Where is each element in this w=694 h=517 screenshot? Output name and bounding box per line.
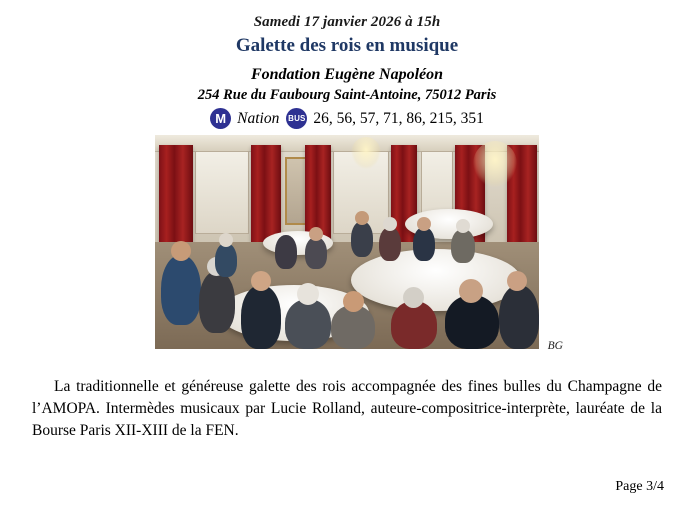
photo-guest-head [251, 271, 271, 291]
transport-info [24, 108, 670, 129]
photo-guest [161, 255, 201, 325]
photo-guest-head [403, 287, 424, 308]
metro-icon: M [210, 108, 231, 129]
photo-guest [351, 221, 373, 257]
photo-guest-head [171, 241, 191, 261]
photo-guest [499, 285, 539, 349]
venue-address: 254 Rue du Faubourg Saint-Antoine, 75012 Paris [197, 87, 497, 103]
photo-window [195, 151, 249, 234]
photo-guest-head [279, 225, 293, 239]
venue-name: Fondation Eugène Napoléon [250, 66, 444, 83]
photo-guest [241, 285, 281, 349]
photo-guest-head [383, 217, 397, 231]
photo-guest [215, 243, 237, 277]
photo-guest [451, 229, 475, 263]
photo-guest [445, 295, 499, 349]
photo-curtain [159, 145, 193, 243]
page-title: Galette des rois en musique [235, 35, 459, 56]
photo-guest [285, 299, 331, 349]
metro-station-label: Nation [237, 109, 280, 127]
photo-guest-head [507, 271, 527, 291]
photo-guest-head [219, 233, 233, 247]
photo-chandelier [473, 141, 517, 187]
photo-guest-head [459, 279, 483, 303]
photo-guest-head [309, 227, 323, 241]
photo-mirror [285, 157, 307, 225]
bus-lines-label: 26, 56, 57, 71, 86, 215, 351 [313, 109, 484, 127]
photo-credit: BG [547, 340, 563, 352]
photo-guest [275, 235, 297, 269]
photo-guest-head [417, 217, 431, 231]
photo-scene [155, 135, 539, 349]
photo-container [155, 135, 563, 352]
event-header [24, 14, 670, 129]
photo-guest [305, 237, 327, 269]
photo-guest-head [355, 211, 369, 225]
page-number: Page 3/4 [615, 479, 664, 494]
photo-table [351, 249, 521, 311]
photo-guest-head [343, 291, 364, 312]
photo-guest [413, 227, 435, 261]
photo-guest [379, 227, 401, 261]
bus-icon: BUS [286, 108, 307, 129]
photo-guest [391, 301, 437, 349]
photo-curtain [251, 145, 281, 243]
photo-guest-head [297, 283, 319, 305]
event-photo [155, 135, 539, 349]
photo-chandelier [351, 137, 381, 169]
body-paragraph: La traditionnelle et généreuse galette des rois accompagnée des fines bulles du Champagne de l’AMOPA. Intermèdes musicaux par Lucie Rolland, auteure-compositrice-interprète, lauréate de la Bourse Paris XII-XIII de la FEN. [32, 378, 662, 440]
photo-guest-head [456, 219, 470, 233]
photo-guest [199, 271, 235, 333]
event-date: Samedi 17 janvier 2026 à 15h [253, 14, 441, 30]
